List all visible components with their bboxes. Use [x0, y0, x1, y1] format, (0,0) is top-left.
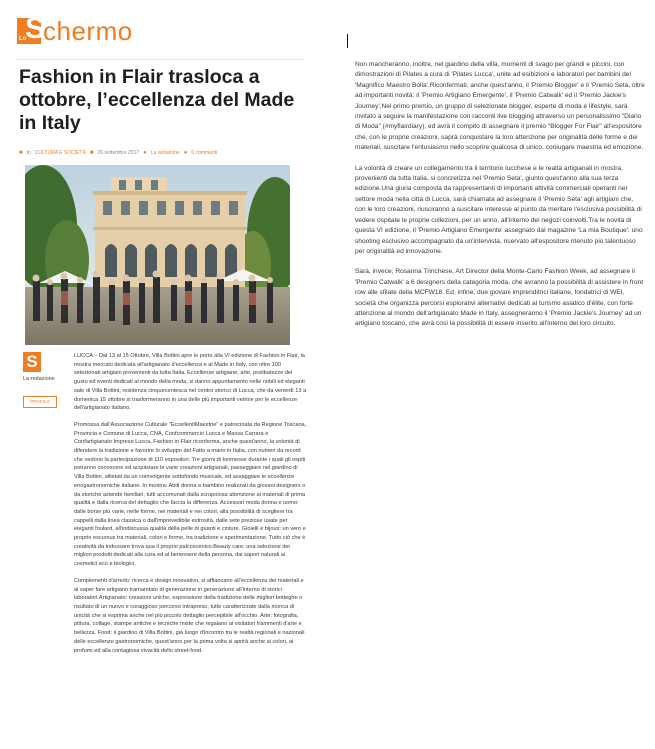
paragraph: Promossa dall'Associazione Culturale "EccellentiMaestrie" e patrocinata da Regione Toscana, Provincia e Comune di Lucca, CNA, Confcommercio Lucca e Massa Carrara e Confartigianato Imprese Lucca, Fashion in Flair riconferma, anche quest'anno, la volontà di difendere la tradizione e favorire lo sviluppo del Fatto a mano in Italia, con numeri da record che vedono la partecipazione di 110 espositori. Tre giorni di kermesse durante i quali gli ospiti potranno conoscere ed acquistare le varie creazioni artigianali, passeggiare nel giardino di Villa Bottini, allietati da un coinvolgente sottofondo musicale, ed assaggiare le eccellenze enogastronomiche italiane. In mostra: Abiti donna e bambino realizzati da giovani designers o da storiche aziende familiari, tutti accomunati dalla scrupolosa attenzione ai materiali di prima qualità e dalla ricerca del dettaglio che faccia la differenza. Accessori moda donna e uomo: dalle borse più varie, nelle forme, nei materiali e nei colori, alla possibilità di scegliere tra cappelli dalla linea classica o dall'imprevedibile estrosità, dalle sete preziose usate per eleganti foulard, all'indiscussa qualità della pelle di guanti e cinture. Gioielli e bijoux: un vero e proprio excursus tra materiali, colori e forme, tra tradizione e sperimentazione. Tutto ciò che è creatività da indossare trova qua il proprio palcoscenico.Beauty care: una selezione dei migliori prodotti dedicati alla cura ed al benessere della persona, dai sapori naturali ai cosmetici eco e biologici. [74, 421, 307, 568]
comments-link[interactable]: 0 commenti [191, 150, 218, 156]
article-photo [25, 165, 290, 345]
paragraph: Complementi d'arredo: ricerca e design innovativo, si affiancano all'eccellenza dei materiali e al saper fare artigiano tramandato di generazione in generazione all'interno di storici laboratori.Artigianato: creazioni uniche, espressione della tradizione delle migliori botteghe o risultato di un nuovo e coraggioso percorso intrapreso, tutte caratterizzate dalla ricerca di unicità che si esprima anche nel più piccolo dettaglio percepibile all'occhio. Arte: fotografia, pittura, collage, stampe antiche e tecniche miste che regalano ai visitatori frammenti d'arte e bellezza. Food: il giardino di Villa Bottini, già luogo d'incontro tra le realtà regionali e nazionali delle eccellenze gastronomiche, quest'anno per la prima volta si aprirà anche ai colori, ai profumi ed alla contagiosa vivacità dello street-food. [74, 577, 305, 654]
paragraph: LUCCA – Dal 13 al 15 Ottobre, Villa Bottini apre le porte alla VI edizione di Fashion in Flair, la mostra mercato dedicata all'artigianato d'eccellenza e al Made in Italy, con oltre 100 selezionati artigiani provenienti da tutta Italia. Eccellenze artigiane, arte, prelibatezze del gusto ed eventi dedicati al mondo della moda, si danno appuntamento nelle nobili ed eleganti sale di Villa Bottini, residenza cinquecentesca nel centro storico di Lucca, che da venerdì 13 a domenica 15 ottobre si trasformeranno in una delle più importanti vetrine per le eccellenze dell'artigianato italiano. [74, 353, 307, 412]
article-body-right [355, 60, 645, 340]
article-meta [19, 150, 309, 156]
logo-mark [17, 12, 46, 45]
author-box [23, 352, 65, 408]
category-link[interactable]: CULTURA E SOCIETÀ [34, 150, 86, 156]
folder-icon: ■ [19, 150, 23, 156]
paragraph: La volontà di creare un collegamento tra il territorio lucchese e le realtà artigianali in mostra, provenienti da tutta Italia, si concretizza nel 'Premio Seta', giunto quest'anno alla sua terza edizione.Una giuria composta da rappresentanti di importanti attività commerciali operanti nel settore moda nella città di Lucca, sarà chiamata ad assegnare il 'Premio Seta' agli artigiani che, con le loro creazioni, riusciranno a suscitare interesse al punto da meritare l'esclusiva possibilità di vedere ospitate le proprie collezioni, per un anno, all'interno dei negozi coinvolti.Tra le novità di questa VI edizione, il 'Premio Artigiano Emergente' assegnato dal magazine 'La mia Boutique': uno shooting esclusivo accompagnato da un'intervista, riservato all'espositore ritenuto più talentuoso per originalità ed innovazione. [355, 164, 643, 255]
user-icon: ● [143, 150, 147, 156]
logo-wordmark: chermo [43, 16, 133, 46]
article-title: Fashion in Flair trasloca a ottobre, l’eccellenza del Made in Italy [19, 66, 295, 134]
paragraph: Non mancheranno, inoltre, nel giardino della villa, momenti di svago per grandi e piccini, con dimostrazioni di Pilates a cura di 'Pilates Lucca', unite ad esibizioni e laboratori per bambini del 'Magnifico Maestro Bolla'.Riconfermati, anche quest'anno, il 'Premio Blogger' e il 'Premio Seta, oltre ad importanti novità: il 'Premio Artigiano Emergente', il 'Premio Catwalk' ed il 'Premio Jackie's Journey'.Nel primo premio, un gruppo di selezionate blogger, esperte di moda e lifestyle, sarà invitato a seguire la manifestazione con racconti live blogging attraverso un personalissimo "Diario di Moda" (#myflairdiary), ed avrà il compito di assegnare il premio "Blogger For Flair" all'espositore che, con le proprie creazioni, saprà conquistare la loro attenzione per originalità delle forme e dei materiali, suscitare l'entusiasmo nello scoprire qualcosa di unico, coniugare maestria ed emozione. [355, 61, 645, 152]
right-column [355, 0, 645, 749]
paragraph: Sarà, invece, Rosanna Trinchese, Art Director della Monte-Carlo Fashion Week, ad assegnare il 'Premio Catwalk' a 6 designers della categoria moda, che avranno la possibilità di assistere in front row alle sfilate della MCFW18. Ed, infine, due giovani imprenditrici italiane, fondatrici di WEI, società che organizza percorsi esplorativi alternativi dedicati al turismo asiatico d'élite, con forte attenzione al mondo dell'artigianato Made in Italy, assegneranno il 'Premio Jackie's Journey' ad un artigiano toscano, che avrà così la possibilità di essere inserito all'interno del loro circuito. [355, 268, 644, 328]
category-prefix: In [26, 150, 31, 156]
site-logo[interactable] [17, 14, 133, 44]
comment-icon: ● [183, 150, 188, 156]
article-date: 26 settembre 2017 [97, 150, 140, 156]
logo-lo: Lo [19, 36, 27, 42]
author-link[interactable]: La redazione [150, 150, 180, 156]
article-body-left [74, 352, 307, 663]
logo-s: S [25, 12, 46, 45]
header-divider [17, 59, 305, 60]
author-name: La redazione [23, 376, 55, 382]
text-cursor [347, 34, 348, 48]
calendar-icon: ■ [89, 150, 94, 156]
avatar: S [23, 352, 41, 372]
profile-button[interactable]: PROFILO [23, 396, 57, 408]
